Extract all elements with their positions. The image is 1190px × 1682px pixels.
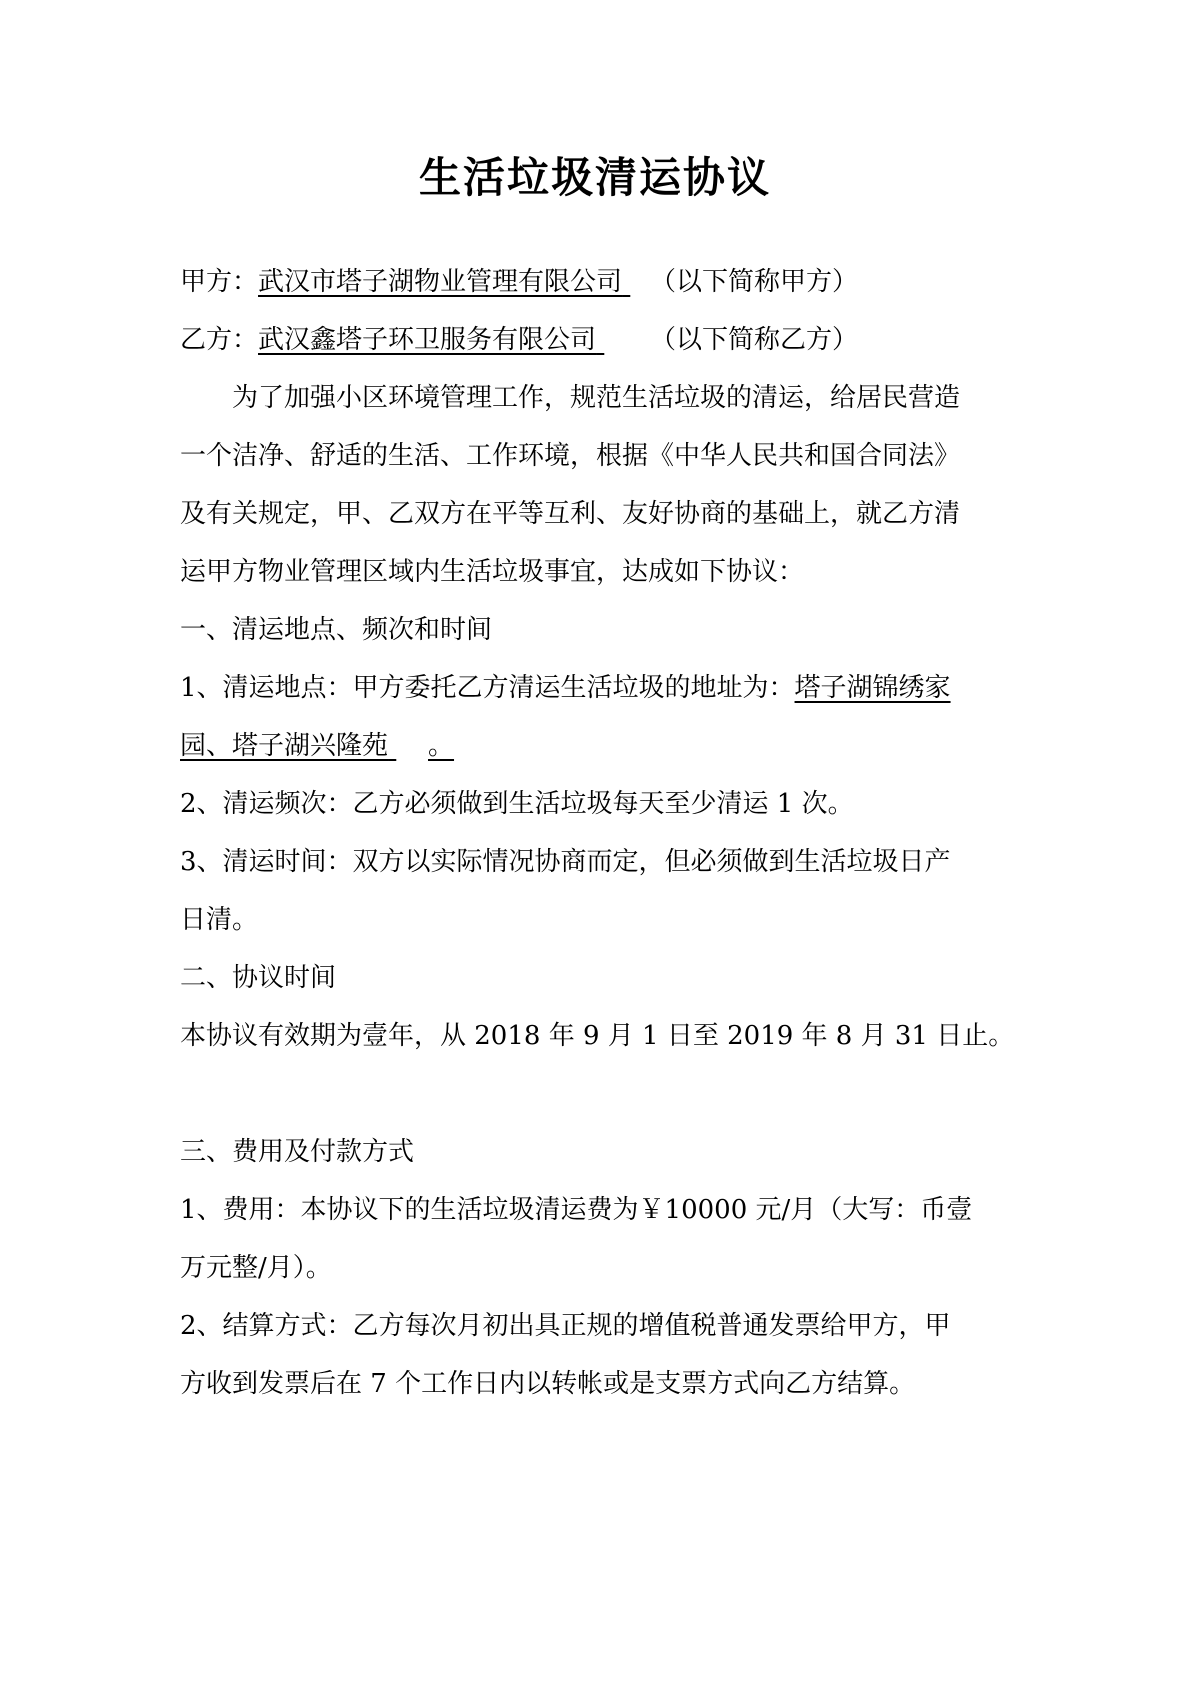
item-1-end: 。 [428, 731, 455, 761]
section-1-item-2: 2、清运频次：乙方必须做到生活垃圾每天至少清运 1 次。 [180, 789, 854, 819]
party-b-label: 乙方： [180, 325, 259, 355]
section-3-item-1-cont: 万元整/月）。 [180, 1253, 332, 1283]
intro-line-2: 一个洁净、舒适的生活、工作环境，根据《中华人民共和国合同法》 [180, 441, 961, 471]
document-title: 生活垃圾清运协议 [418, 153, 771, 202]
section-3-heading: 三、费用及付款方式 [180, 1137, 415, 1167]
section-2-heading: 二、协议时间 [180, 963, 337, 993]
item-1-prefix: 1、清运地点：甲方委托乙方清运生活垃圾的地址为： [180, 673, 795, 703]
item-1-address-a: 塔子湖锦绣家 [794, 673, 951, 703]
party-a-note: （以下简称甲方） [650, 267, 859, 297]
section-1-item-3-cont: 日清。 [180, 905, 259, 935]
section-3-item-1: 1、费用：本协议下的生活垃圾清运费为￥10000 元/月（大写：币壹 [180, 1195, 973, 1225]
section-3-item-2-cont: 方收到发票后在 7 个工作日内以转帐或是支票方式向乙方结算。 [180, 1369, 916, 1399]
item-1-address-b: 园、塔子湖兴隆苑 [180, 731, 389, 761]
party-a-label: 甲方： [180, 267, 259, 297]
section-1-item-1 [180, 668, 1020, 708]
section-3-item-2: 2、结算方式：乙方每次月初出具正规的增值税普通发票给甲方，甲 [180, 1311, 951, 1341]
section-1-item-1-cont [180, 726, 1020, 766]
section-2-text: 本协议有效期为壹年，从 2018 年 9 月 1 日至 2019 年 8 月 31 日止。 [180, 1021, 1015, 1051]
party-b-note: （以下简称乙方） [650, 325, 859, 355]
party-b-underline-pad [596, 320, 638, 360]
intro-line-1: 为了加强小区环境管理工作，规范生活垃圾的清运，给居民营造 [232, 383, 961, 413]
party-b-name: 武汉鑫塔子环卫服务有限公司 [258, 325, 597, 355]
party-a-underline-pad [622, 262, 640, 302]
party-a-name: 武汉市塔子湖物业管理有限公司 [258, 267, 623, 297]
section-1-item-3: 3、清运时间：双方以实际情况协商而定，但必须做到生活垃圾日产 [180, 847, 951, 877]
intro-line-4: 运甲方物业管理区域内生活垃圾事宜，达成如下协议： [180, 557, 805, 587]
party-b-line [180, 320, 1020, 360]
section-1-heading: 一、清运地点、频次和时间 [180, 615, 493, 645]
party-a-line [180, 262, 1020, 302]
intro-line-3: 及有关规定，甲、乙双方在平等互利、友好协商的基础上，就乙方清 [180, 499, 961, 529]
